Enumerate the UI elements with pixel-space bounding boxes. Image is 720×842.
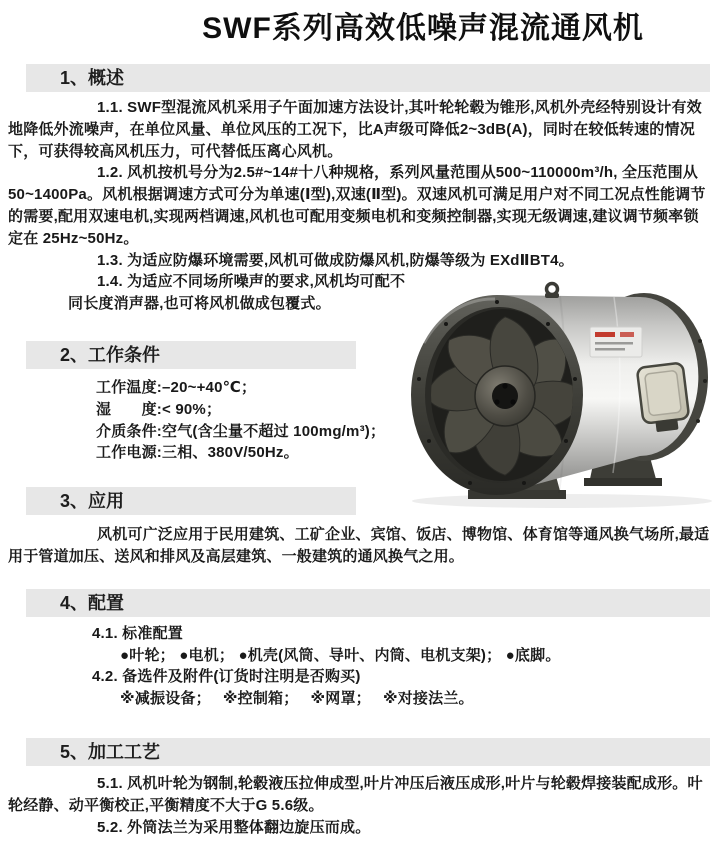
item-4-2: 4.2. 备选件及附件(订货时注明是否购买) [92,668,361,686]
item-4-1: 4.1. 标准配置 [92,624,183,642]
optional-parts-bullets: ※减振设备； ※控制箱； ※网罩； ※对接法兰。 [120,690,474,708]
condition-humidity: 湿 度:< 90%； [96,400,222,418]
nameplate [590,327,642,357]
paragraph-1-1: 1.1. SWF型混流风机采用子午面加速方法设计,其叶轮轮毂为锥形,风机外壳经特别设计有效地降低外流噪声，在单位风量、单位风压的工况下，比A声级可降低2~3dB(A)，同时在较低转速的情况下，可获得较高风机压力，可代替低压离心风机。 [8,99,702,160]
paragraph-1-4: 1.4. 为适应不同场所噪声的要求,风机均可配不同长度消声器,也可将风机做成包覆式。 [68,273,406,313]
impeller-hub [475,366,535,426]
fan-product-photo [402,281,717,509]
section-4-heading: 4、配置 [26,589,710,617]
paragraph-5-1: 5.1. 风机叶轮为钢制,轮毂液压拉伸成型,叶片冲压后液压成形,叶片与轮毂焊接装配成形。叶轮经静、动平衡校正,平衡精度不大于G 5.6级。 [8,774,703,814]
paragraph-1-2: 1.2. 风机按机号分为2.5#~14#十八种规格，系列风量范围从500~110000m³/h, 全压范围从50~1400Pa。风机根据调速方式可分为单速(Ⅰ型),双速(Ⅱ型)。双速风机可满足用户对不同工况点性能调节的需要,配用双速电机,实现两档调速,风机也可配用变频电机和变频控制器,实现无级调速,建议调节频率锁定在 25Hz~50Hz。 [8,164,706,247]
paragraph-3: 风机可广泛应用于民用建筑、工矿企业、宾馆、饭店、博物馆、体育馆等通风换气场所,最适用于管道加压、送风和排风及高层建筑、一般建筑的通风换气之用。 [8,526,710,565]
section-3-heading: 3、应用 [26,487,356,515]
section-5-body [8,773,710,838]
section-3-body [8,524,710,568]
section-5-heading: 5、加工工艺 [26,738,710,766]
paragraph-1-3: 1.3. 为适应防爆环境需要,风机可做成防爆风机,防爆等级为 EXdⅡBT4。 [97,251,574,269]
page-title: SWF系列高效低噪声混流通风机 [202,12,644,45]
condition-temperature: 工作温度:–20~+40℃； [96,378,257,396]
paragraph-5-2: 5.2. 外筒法兰为采用整体翻边旋压而成。 [97,818,371,836]
condition-power: 工作电源:三相、380V/50Hz。 [96,444,299,462]
condition-medium: 介质条件:空气(含尘量不超过 100mg/m³)； [96,422,386,440]
lifting-eye-icon [545,284,559,299]
section-2-heading: 2、工作条件 [26,341,356,369]
section-4-body [8,623,710,710]
section-1-heading: 1、概述 [26,64,710,92]
standard-config-bullets: ●叶轮； ●电机； ●机壳(风筒、导叶、内筒、电机支架)； ●底脚。 [120,646,561,664]
